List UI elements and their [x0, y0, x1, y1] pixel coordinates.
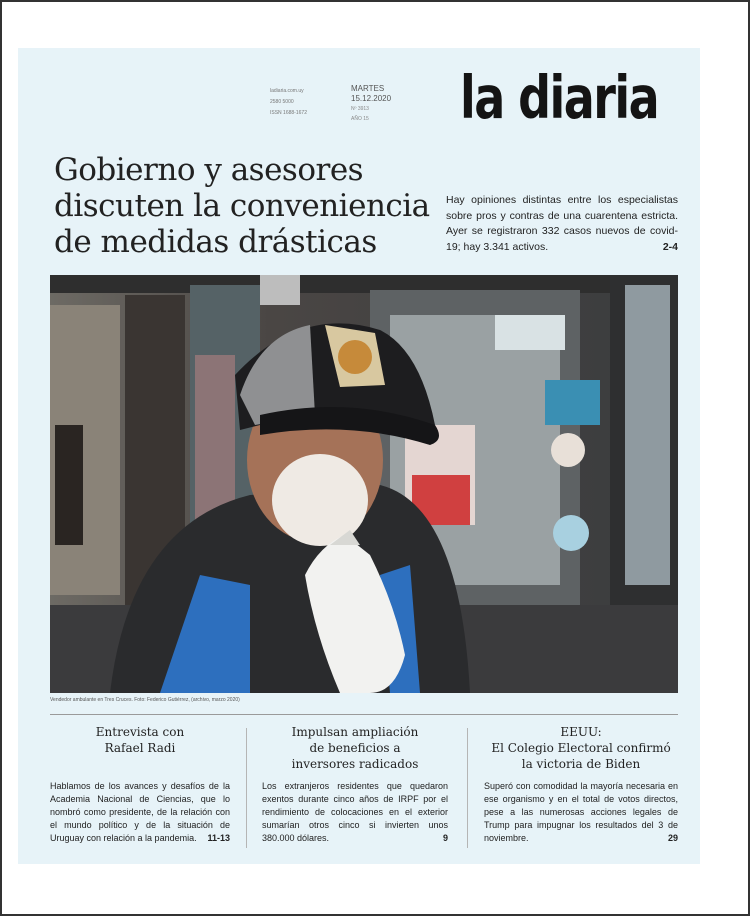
column-title-line: de beneficios a: [309, 741, 401, 755]
headline-line: de medidas drásticas: [54, 224, 377, 260]
column-title-line: la victoria de Biden: [521, 757, 641, 771]
column-title: [484, 724, 678, 772]
column-body: [262, 780, 448, 845]
photo-caption: Vendedor ambulante en Tres Cruces. Foto: Federico Gutiérrez, (archivo, marzo 2020): [50, 697, 240, 703]
meta-weekday: MARTES: [351, 84, 385, 93]
column-title: [262, 724, 448, 772]
main-lead: [446, 193, 678, 255]
masked-man-photo: [50, 275, 678, 693]
story-column-2: [262, 724, 448, 845]
column-text: Hablamos de los avances y desafíos de la Academia Nacional de Ciencias, que lo nombró como presidente, de la relación con el mundo político y de la situación de Uruguay con relación a la pandemia.: [50, 781, 230, 843]
column-text: Superó con comodidad la mayoría necesaria en ese organismo y en el total de votos directos, pese a las numerosas acciones legales de Trump para impugnar los resultados del 3 de noviembre.: [484, 781, 678, 843]
main-headline: [54, 152, 434, 260]
masthead-meta-date: [351, 84, 391, 124]
column-title-line: Rafael Radi: [104, 741, 176, 755]
column-title-line: Entrevista con: [95, 725, 185, 739]
story-column-3: [484, 724, 678, 845]
column-page-ref: 29: [667, 833, 678, 843]
column-title-line: inversores radicados: [291, 757, 419, 771]
column-page-ref: 11-13: [207, 833, 230, 843]
lead-text: Hay opiniones distintas entre los especialistas sobre pros y contras de una cuarentena estricta. Ayer se registraron 332 casos nuevos de covid-19; hay 3.341 activos.: [446, 194, 678, 253]
column-body: [484, 780, 678, 845]
meta-year: AÑO 15: [351, 116, 369, 122]
lead-page-ref: 2-4: [662, 240, 678, 253]
headline-line: discuten la conveniencia: [54, 188, 430, 224]
meta-website: ladiaria.com.uy: [270, 88, 304, 94]
column-page-ref: 9: [442, 833, 448, 843]
newspaper-logo: la diaria: [460, 63, 659, 132]
column-title: [50, 724, 230, 756]
column-title-line: El Colegio Electoral confirmó: [491, 741, 671, 755]
column-text: Los extranjeros residentes que quedaron exentos durante cinco años de IRPF por el rendimiento de colocaciones en el exterior sumarían otros cinco si invierten unos 380.000 dólares.: [262, 781, 448, 843]
section-divider: [50, 714, 678, 715]
meta-issn: ISSN 1688-1672: [270, 110, 307, 116]
headline-line: Gobierno y asesores: [54, 152, 364, 188]
main-photo: [50, 275, 678, 693]
meta-phone: 2580 5000: [270, 99, 294, 105]
column-body: [50, 780, 230, 845]
column-title-line: Impulsan ampliación: [291, 725, 419, 739]
story-column-1: [50, 724, 230, 845]
meta-issue: Nº 3913: [351, 106, 369, 112]
meta-date: 15.12.2020: [351, 94, 392, 103]
column-title-line: EEUU:: [560, 725, 602, 739]
column-separator: [467, 728, 468, 848]
masthead-meta-left: [270, 86, 307, 119]
column-separator: [246, 728, 247, 848]
